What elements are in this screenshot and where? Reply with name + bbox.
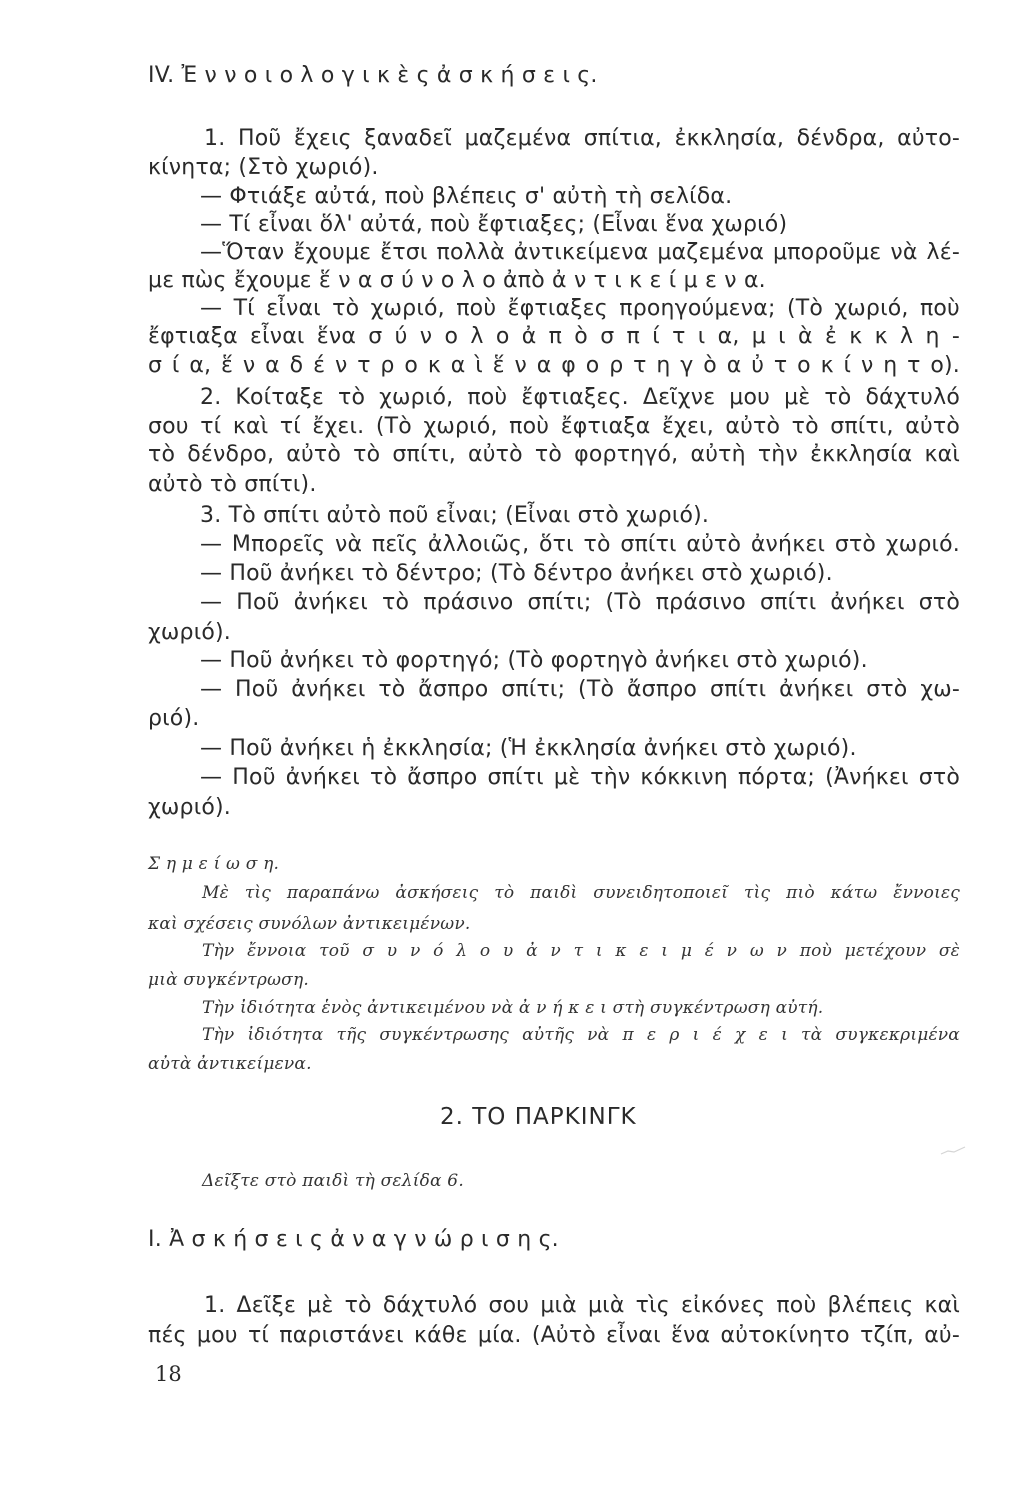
text-line: κίνητα; (Στὸ χωριό). [148,155,379,180]
note-line: μιὰ συγκέντρωση. [148,970,309,990]
text-line: — Μπορεῖς νὰ πεῖς ἀλλοιῶς, ὅτι τὸ σπίτι αὐτὸ ἀνήκει στὸ χωριό. [200,532,960,557]
text-line: — Φτιάξε αὐτά, ποὺ βλέπεις σ' αὐτὴ τὴ σελίδα. [200,184,733,209]
text-line: — Τί εἶναι ὅλ' αὐτά, ποὺ ἔφτιαξες; (Εἶναι ἕνα χωριό) [200,212,788,237]
text-line: — Ποῦ ἀνήκει τὸ δέντρο; (Τὸ δέντρο ἀνήκει στὸ χωριό). [200,561,833,586]
text-line: 1. Δεῖξε μὲ τὸ δάχτυλό σου μιὰ μιὰ τὶς εἰκόνες ποὺ βλέπεις καὶ [204,1293,960,1318]
text-line: 2. Κοίταξε τὸ χωριό, ποὺ ἔφτιαξες. Δεῖχνε μου μὲ τὸ δάχτυλό [200,385,960,410]
note-line: αὐτὰ ἀντικείμενα. [148,1054,312,1074]
text-line: — Ποῦ ἀνήκει τὸ πράσινο σπίτι; (Τὸ πράσινο σπίτι ἀνήκει στὸ [200,590,960,615]
text-line: — Ποῦ ἀνήκει ἡ ἐκκλησία; (Ἡ ἐκκλησία ἀνήκει στὸ χωριό). [200,736,857,761]
ink-smudge [940,1146,966,1156]
instruction-line: Δεῖξτε στὸ παιδὶ τὴ σελίδα 6. [202,1171,464,1191]
text-line: τὸ δένδρο, αὐτὸ τὸ σπίτι, αὐτὸ τὸ φορτηγό, αὐτὴ τὴν ἐκκλησία καὶ [148,442,960,467]
text-line: πές μου τί παριστάνει κάθε μία. (Αὐτὸ εἶναι ἕνα αὐτοκίνητο τζίπ, αὐ- [148,1323,960,1348]
text-line: ἔφτιαξα εἶναι ἕνα σ ύ ν ο λ ο ἀ π ὸ σ π ί τ ι α, μ ι ὰ ἐ κ κ λ η - [148,324,960,349]
page-number: 18 [155,1362,182,1386]
text-line: — Ποῦ ἀνήκει τὸ ἄσπρο σπίτι μὲ τὴν κόκκινη πόρτα; (Ἀνήκει στὸ [200,765,960,790]
text-line: σ ί α, ἕ ν α δ έ ν τ ρ ο κ α ὶ ἕ ν α φ ο ρ τ η γ ὸ α ὐ τ ο κ ί ν η τ ο). [148,353,960,378]
note-heading: Σ η μ ε ί ω σ η. [148,854,280,874]
text-line: χωριό). [148,795,231,820]
text-line: 1. Ποῦ ἔχεις ξαναδεῖ μαζεμένα σπίτια, ἐκκλησία, δένδρα, αὐτο- [204,126,960,151]
text-line: —Ὅταν ἔχουμε ἔτσι πολλὰ ἀντικείμενα μαζεμένα μποροῦμε νὰ λέ- [200,240,960,265]
note-line: Τὴν ἔννοια τοῦ σ υ ν ό λ ο υ ἀ ν τ ι κ ε ι μ έ ν ω ν ποὺ μετέχουν σὲ [202,941,960,961]
text-line: χωριό). [148,620,231,645]
text-line: — Τί εἶναι τὸ χωριό, ποὺ ἔφτιαξες προηγούμενα; (Τὸ χωριό, ποὺ [200,296,960,321]
text-line: 3. Τὸ σπίτι αὐτὸ ποῦ εἶναι; (Εἶναι στὸ χωριό). [200,503,710,528]
note-line: καὶ σχέσεις συνόλων ἀντικειμένων. [148,914,471,934]
note-line: Τὴν ἰδιότητα τῆς συγκέντρωσης αὐτῆς νὰ π ε ρ ι έ χ ε ι τὰ συγκεκριμένα [202,1025,960,1045]
text-line: — Ποῦ ἀνήκει τὸ φορτηγό; (Τὸ φορτηγὸ ἀνήκει στὸ χωριό). [200,648,868,673]
text-line: — Ποῦ ἀνήκει τὸ ἄσπρο σπίτι; (Τὸ ἄσπρο σπίτι ἀνήκει στὸ χω- [200,677,960,702]
note-line: Μὲ τὶς παραπάνω ἀσκήσεις τὸ παιδὶ συνειδητοποιεῖ τὶς πιὸ κάτω ἔννοιες [202,883,960,903]
note-line: Τὴν ἰδιότητα ἑνὸς ἀντικειμένου νὰ ἀ ν ή κ ε ι στὴ συγκέντρωση αὐτή. [202,998,824,1018]
text-line: με πὼς ἔχουμε ἕ ν α σ ύ ν ο λ ο ἀπὸ ἀ ν τ ι κ ε ί μ ε ν α. [148,268,766,293]
text-line: σου τί καὶ τί ἔχει. (Τὸ χωριό, ποὺ ἔφτιαξα ἔχει, αὐτὸ τὸ σπίτι, αὐτὸ [148,414,960,439]
section-heading: I. Ἀ σ κ ή σ ε ι ς ἀ ν α γ ν ώ ρ ι σ η ς. [148,1227,559,1252]
chapter-title: 2. ΤΟ ΠΑΡΚΙΝΓΚ [440,1104,637,1130]
section-heading: IV. Ἐ ν ν ο ι ο λ ο γ ι κ ὲ ς ἀ σ κ ή σ ε ι ς. [148,63,598,88]
text-line: ριό). [148,706,200,731]
text-line: αὐτὸ τὸ σπίτι). [148,472,317,497]
